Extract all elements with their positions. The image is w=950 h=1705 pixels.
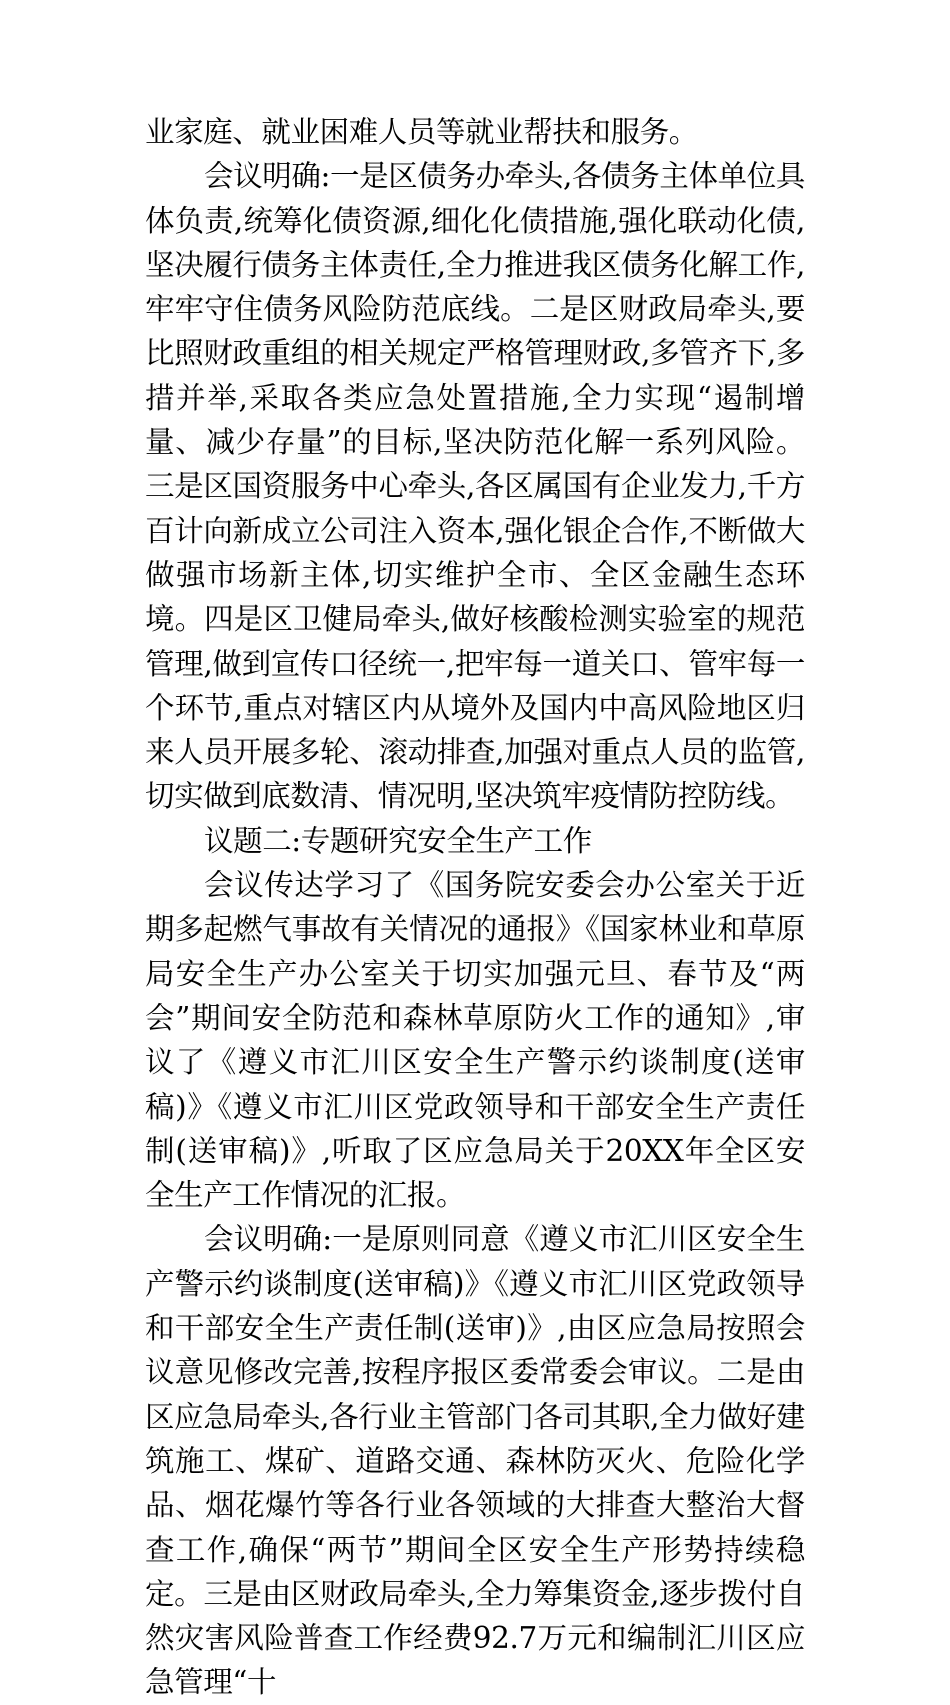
document-page: [145, 110, 805, 1705]
paragraph-continuation: 业家庭、就业困难人员等就业帮扶和服务。: [145, 115, 698, 149]
paragraph-meeting-review: 会议传达学习了《国务院安委会办公室关于近期多起燃气事故有关情况的通报》《国家林业和草原局安全生产办公室关于切实加强元旦、春节及“两会”期间安全防范和森林草原防火工作的通知》,审议了《遵义市汇川区安全生产警示约谈制度(送审稿)》《遵义市汇川区党政领导和干部安全生产责任制(送审稿)》,听取了区应急局关于20XX年全区安全生产工作情况的汇报。: [145, 868, 805, 1213]
agenda-item-heading: 议题二:专题研究安全生产工作: [204, 823, 592, 858]
paragraph-meeting-decisions-2: 会议明确:一是原则同意《遵义市汇川区安全生产警示约谈制度(送审稿)》《遵义市汇川区党政领导和干部安全生产责任制(送审)》,由区应急局按照会议意见修改完善,按程序报区委常委会审议。二是由区应急局牵头,各行业主管部门各司其职,全力做好建筑施工、煤矿、道路交通、森林防灭火、危险化学品、烟花爆竹等各行业各领域的大排查大整治大督查工作,确保“两节”期间全区安全生产形势持续稳定。三是由区财政局牵头,全力筹集资金,逐步拨付自然灾害风险普查工作经费92.7万元和编制汇川区应急管理“十: [145, 1222, 805, 1700]
paragraph-meeting-decisions-1: 会议明确:一是区债务办牵头,各债务主体单位具体负责,统筹化债资源,细化化债措施,强化联动化债,坚决履行债务主体责任,全力推进我区债务化解工作,牢牢守住债务风险防范底线。二是区财政局牵头,要比照财政重组的相关规定严格管理财政,多管齐下,多措并举,采取各类应急处置措施,全力实现“遏制增量、减少存量”的目标,坚决防范化解一系列风险。三是区国资服务中心牵头,各区属国有企业发力,千方百计向新成立公司注入资本,强化银企合作,不断做大做强市场新主体,切实维护全市、全区金融生态环境。四是区卫健局牵头,做好核酸检测实验室的规范管理,做到宣传口径统一,把牢每一道关口、管牢每一个环节,重点对辖区内从境外及国内中高风险地区归来人员开展多轮、滚动排查,加强对重点人员的监管,切实做到底数清、情况明,坚决筑牢疫情防控防线。: [145, 159, 805, 814]
